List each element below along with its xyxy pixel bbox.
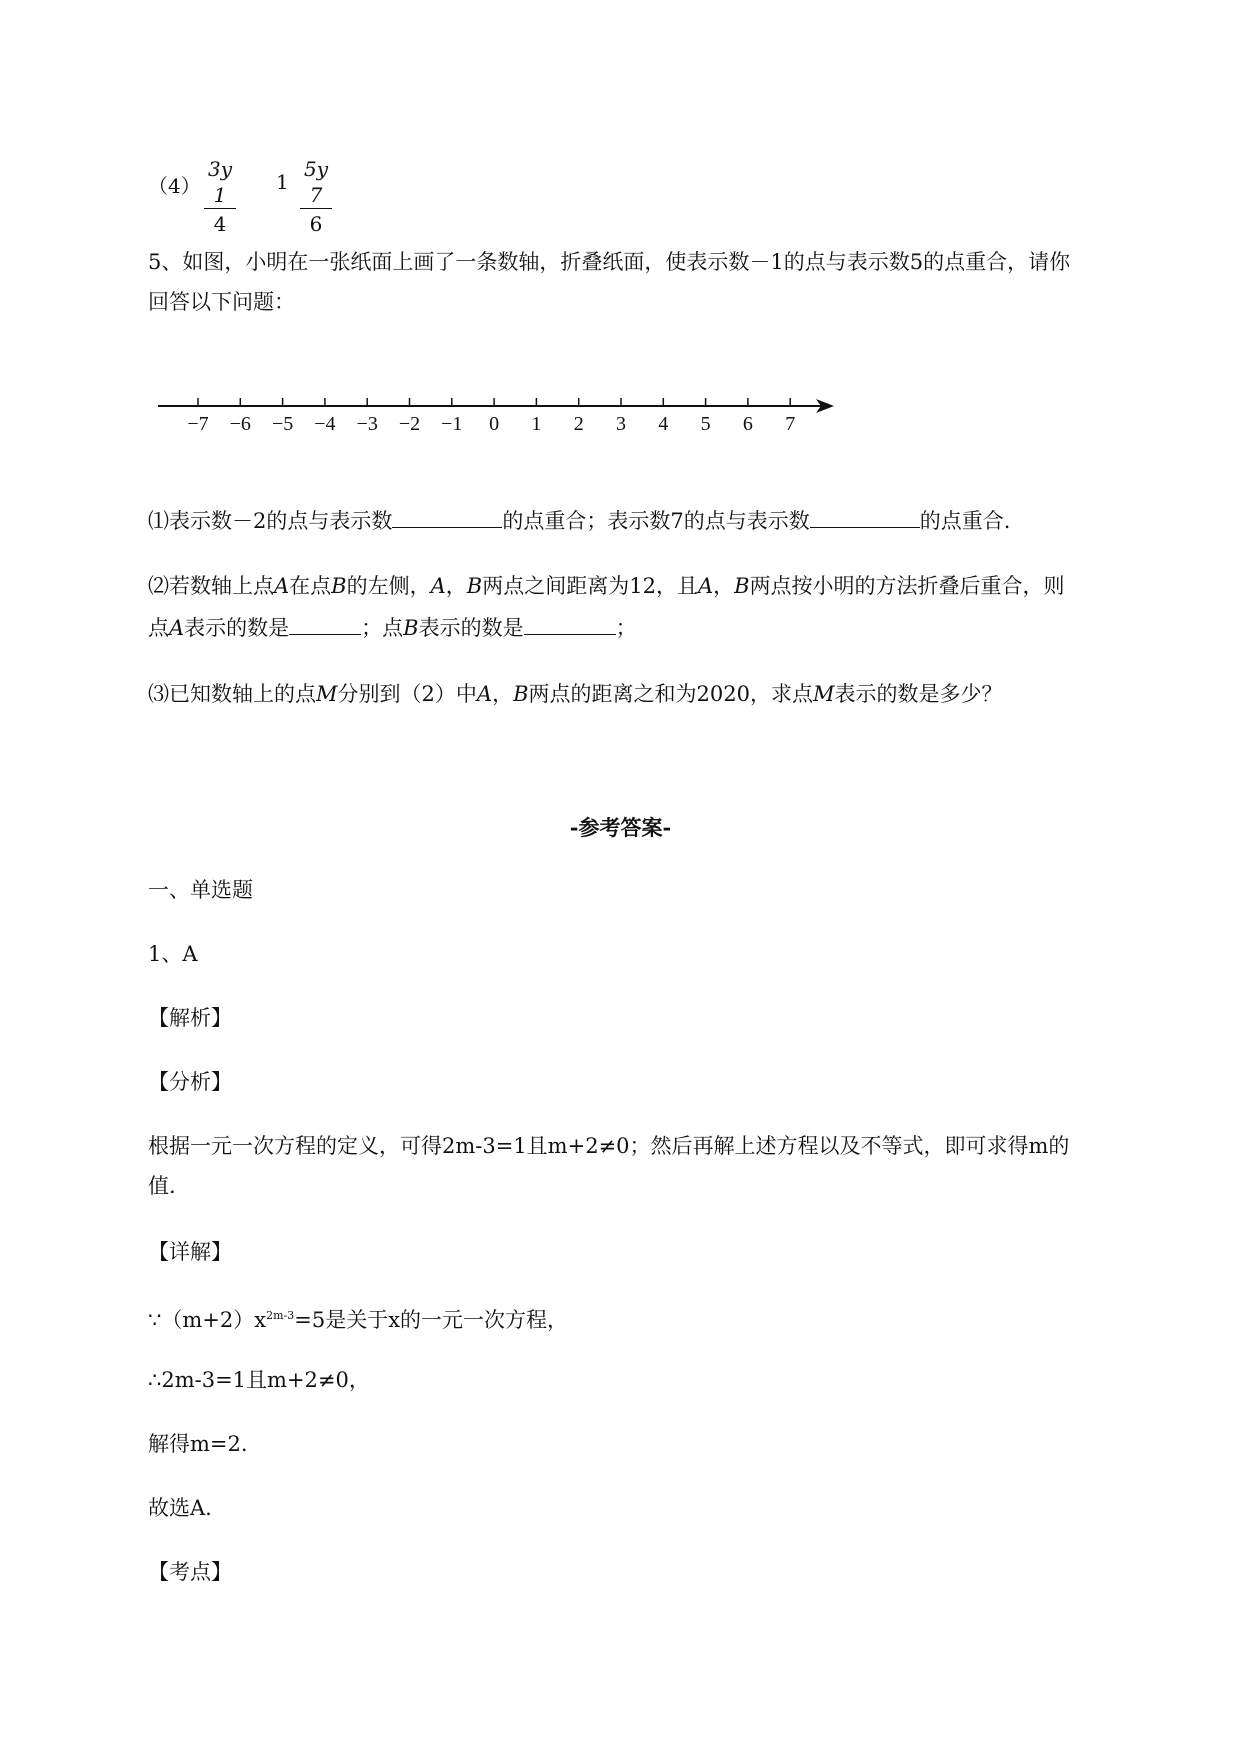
q5-part2-text: 点 bbox=[148, 616, 169, 640]
step-4: 故选A. bbox=[148, 1496, 212, 1520]
q5-part2-text: 表示的数是 bbox=[184, 616, 290, 640]
q5-part2-text: ； bbox=[615, 616, 637, 640]
q5-part3-text: 表示的数是多少？ bbox=[834, 682, 1003, 706]
q4-left-fraction bbox=[204, 156, 236, 239]
analysis-line1: 根据一元一次方程的定义，可得2m-3=1且m+2≠0；然后再解上述方程以及不等式，即可求得m的 bbox=[148, 1134, 1070, 1158]
point-a-label: A bbox=[169, 616, 185, 640]
step-1-text: ∵（m+2）x bbox=[148, 1308, 267, 1332]
number-line-tick-label: 1 bbox=[531, 413, 542, 435]
q5-part3-text: 两点的距离之和为2020，求点 bbox=[528, 682, 813, 706]
q5-part2-text: ， bbox=[445, 574, 467, 598]
number-line-tick-label: −7 bbox=[187, 413, 209, 435]
point-b-label: B bbox=[466, 574, 483, 598]
step-1-text: =5是关于x的一元一次方程， bbox=[294, 1308, 569, 1332]
q5-part1-c: 的点重合. bbox=[919, 509, 1011, 533]
q5-part2-line1 bbox=[148, 572, 1065, 600]
number-line-ticks bbox=[187, 398, 795, 435]
q5-text-line1: 5、如图，小明在一张纸面上画了一条数轴，折叠纸面，使表示数－1的点与表示数5的点重合，请你 bbox=[148, 250, 1071, 274]
q5-part2-text: 两点按小明的方法折叠后重合，则 bbox=[749, 574, 1065, 598]
q4-right-numerator: 5y 7 bbox=[300, 156, 332, 209]
number-line-tick-label: −3 bbox=[356, 413, 378, 435]
number-line-figure bbox=[150, 390, 850, 450]
step-1-exponent: 2m-3 bbox=[266, 1309, 295, 1322]
q5-part2-text: 在点 bbox=[289, 574, 332, 598]
q5-part2-line2 bbox=[148, 612, 637, 642]
q5-part3-text: ⑶已知数轴上的点 bbox=[148, 682, 316, 706]
q5-part2-text: ；点 bbox=[361, 616, 404, 640]
q5-part3 bbox=[148, 680, 1002, 708]
number-line-tick-label: −4 bbox=[314, 413, 336, 435]
point-m-label: M bbox=[812, 682, 835, 706]
q5-part1-a: ⑴表示数－2的点与表示数 bbox=[148, 509, 393, 533]
number-line-tick-label: 3 bbox=[616, 413, 626, 435]
q5-part1-b: 的点重合；表示数7的点与表示数 bbox=[502, 509, 810, 533]
q5-part1 bbox=[148, 505, 1010, 535]
number-line-tick-label: 2 bbox=[573, 413, 584, 435]
q4-right-fraction bbox=[300, 156, 332, 239]
kaodian-label: 【考点】 bbox=[148, 1560, 232, 1584]
point-a-label: A bbox=[476, 682, 493, 706]
point-a-label: A bbox=[430, 574, 446, 598]
q5-part2-text: 的左侧， bbox=[346, 574, 431, 598]
point-m-label: M bbox=[316, 682, 338, 706]
point-a-label: A bbox=[274, 574, 290, 598]
point-a-label: A bbox=[697, 574, 714, 598]
answer-item: 1、A bbox=[148, 942, 198, 966]
section-title: 一、单选题 bbox=[148, 878, 253, 902]
number-line-tick-label: −5 bbox=[271, 413, 294, 435]
number-line-tick-label: 5 bbox=[700, 413, 711, 435]
q5-part3-text: 分别到（2）中 bbox=[337, 682, 477, 706]
q5-part1-blank2[interactable] bbox=[810, 505, 920, 528]
q4-left-numerator: 3y 1 bbox=[204, 156, 236, 209]
analysis-line2: 值. bbox=[148, 1174, 176, 1198]
number-line-tick-label: −6 bbox=[229, 413, 251, 435]
q4-left-denominator: 4 bbox=[213, 212, 227, 236]
point-b-label: B bbox=[734, 574, 750, 598]
number-line-tick-label: 6 bbox=[742, 413, 753, 435]
point-b-label: B bbox=[513, 682, 529, 706]
step-1 bbox=[148, 1302, 568, 1334]
q5-part3-text: ， bbox=[492, 682, 514, 706]
q5-part2-blank-b[interactable] bbox=[524, 612, 616, 635]
step-2: ∴2m-3=1且m+2≠0， bbox=[148, 1368, 370, 1392]
q5-part2-text: ⑵若数轴上点 bbox=[148, 574, 274, 598]
number-line-tick-label: 0 bbox=[489, 413, 500, 435]
point-b-label: B bbox=[331, 574, 347, 598]
q5-part2-text: 表示的数是 bbox=[418, 616, 524, 640]
step-3: 解得m=2. bbox=[148, 1432, 248, 1456]
q5-part2-text: 两点之间距离为12，且 bbox=[482, 574, 698, 598]
q5-part1-blank1[interactable] bbox=[392, 505, 502, 528]
xiangjie-label: 【详解】 bbox=[148, 1240, 232, 1264]
answers-heading: -参考答案- bbox=[569, 815, 672, 840]
q5-text-line2: 回答以下问题： bbox=[148, 290, 295, 314]
number-line-tick-label: −2 bbox=[398, 413, 421, 435]
point-b-label: B bbox=[403, 616, 419, 640]
q4-label: （4） bbox=[148, 174, 201, 198]
q4-right-denominator: 6 bbox=[309, 212, 323, 236]
q5-part2-text: ， bbox=[713, 574, 735, 598]
number-line-tick-label: −1 bbox=[441, 413, 463, 435]
number-line-tick-label: 4 bbox=[658, 413, 669, 435]
fenxi-label: 【分析】 bbox=[148, 1070, 232, 1094]
q5-part2-blank-a[interactable] bbox=[289, 612, 361, 635]
jiexi-label: 【解析】 bbox=[148, 1006, 232, 1030]
q4-middle: 1 bbox=[276, 170, 289, 194]
number-line-tick-label: 7 bbox=[785, 413, 796, 435]
